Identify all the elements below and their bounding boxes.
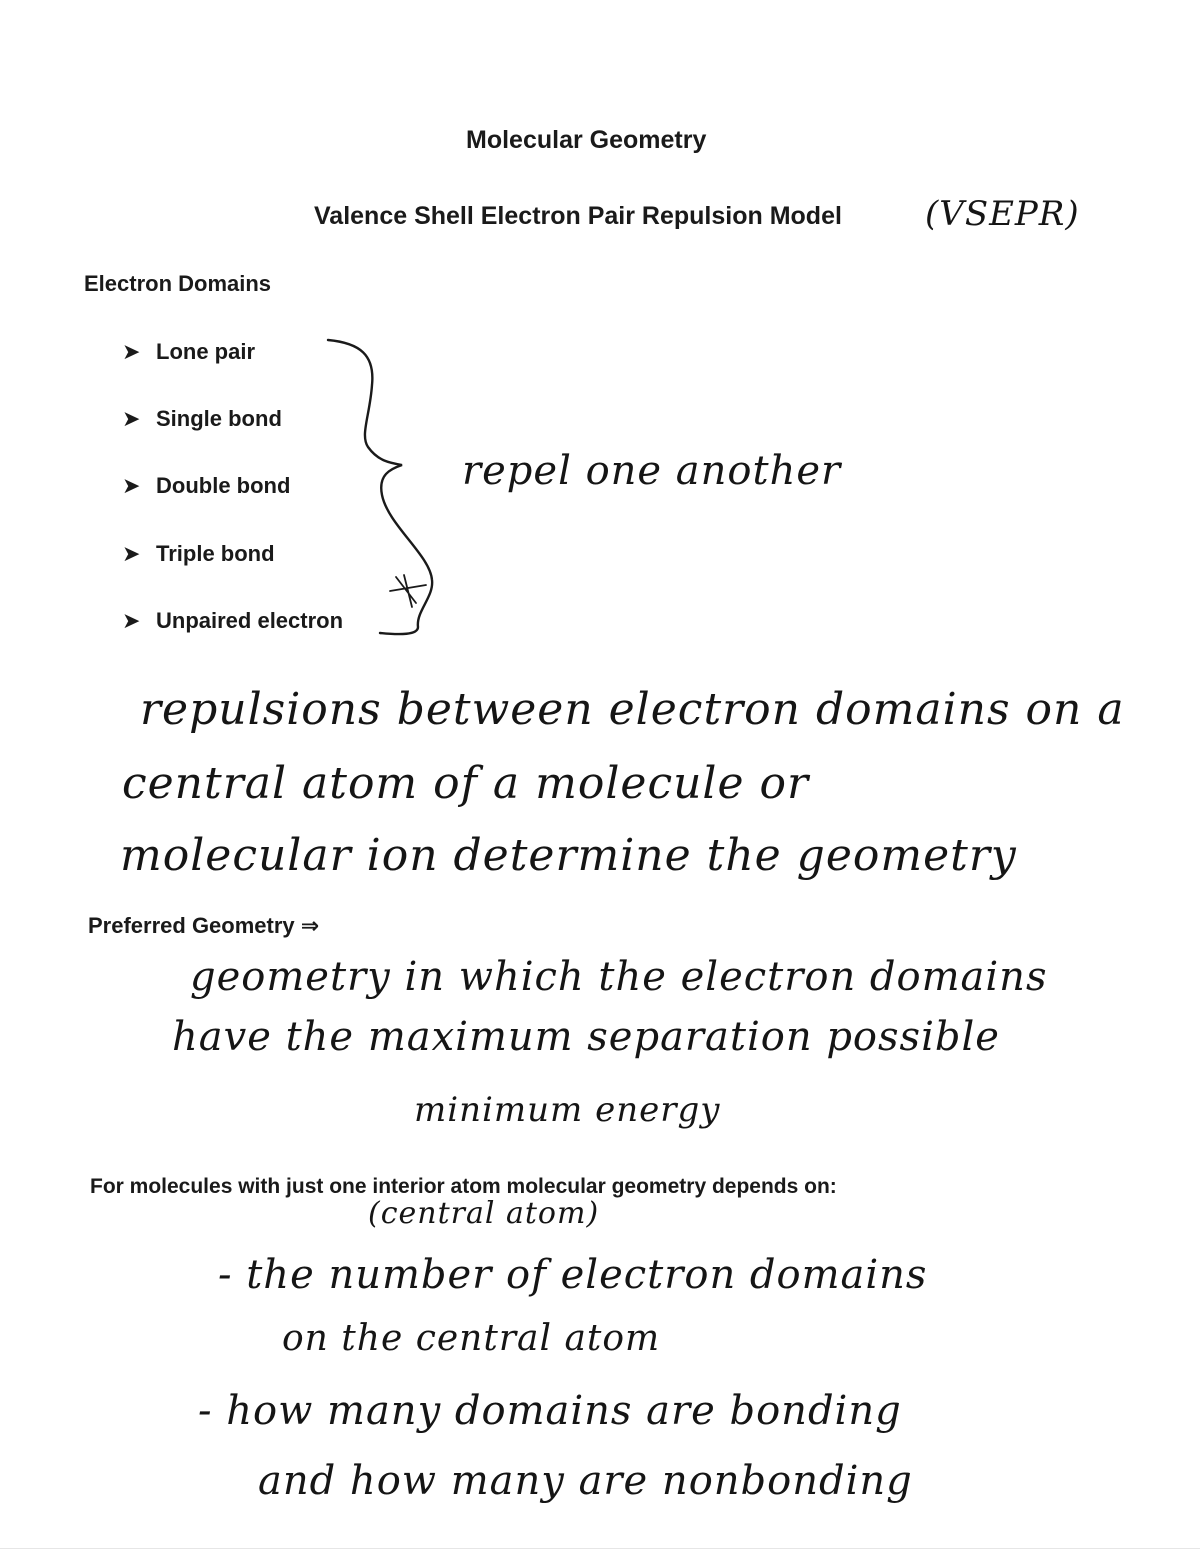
list-item-label: Triple bond	[156, 541, 275, 566]
page-title: Molecular Geometry	[466, 126, 707, 154]
vsepr-handwritten-note: (VSEPR)	[925, 194, 1080, 234]
interior-atom-heading: For molecules with just one interior atom molecular geometry depends on:	[90, 1175, 837, 1198]
dependency-point-line: - the number of electron domains	[218, 1252, 928, 1298]
dependency-point-line: on the central atom	[282, 1318, 661, 1359]
list-item-label: Unpaired electron	[156, 608, 344, 633]
arrow-bullet-icon: ➤	[122, 541, 141, 566]
arrow-bullet-icon: ➤	[122, 339, 141, 364]
list-item	[122, 541, 275, 567]
repulsion-note-line: repulsions between electron domains on a	[140, 684, 1125, 735]
list-item	[122, 339, 255, 365]
list-item-label: Lone pair	[156, 339, 256, 364]
curly-brace-icon	[320, 335, 450, 645]
page-subtitle: Valence Shell Electron Pair Repulsion Model	[314, 202, 842, 230]
arrow-bullet-icon: ➤	[122, 608, 141, 633]
repulsion-note-line: central atom of a molecule or	[122, 758, 810, 809]
list-item	[122, 406, 282, 432]
repel-note: repel one another	[462, 448, 842, 494]
dependency-point-line: and how many are nonbonding	[258, 1458, 913, 1504]
arrow-bullet-icon: ➤	[122, 406, 141, 431]
scan-edge-divider	[0, 1548, 1200, 1549]
preferred-geometry-heading: Preferred Geometry ⇒	[88, 913, 320, 938]
arrow-bullet-icon: ➤	[122, 473, 141, 498]
dependency-point-line: - how many domains are bonding	[198, 1388, 902, 1434]
list-item-label: Single bond	[156, 406, 282, 431]
list-item	[122, 608, 343, 634]
list-item	[122, 473, 290, 499]
list-item-label: Double bond	[156, 473, 291, 498]
minimum-energy-note: minimum energy	[414, 1090, 721, 1130]
preferred-geometry-line: have the maximum separation possible	[172, 1014, 1000, 1060]
central-atom-annotation: (central atom)	[368, 1196, 600, 1231]
repulsion-note-line: molecular ion determine the geometry	[120, 830, 1017, 881]
electron-domains-heading: Electron Domains	[84, 271, 272, 296]
preferred-geometry-line: geometry in which the electron domains	[190, 954, 1048, 1000]
